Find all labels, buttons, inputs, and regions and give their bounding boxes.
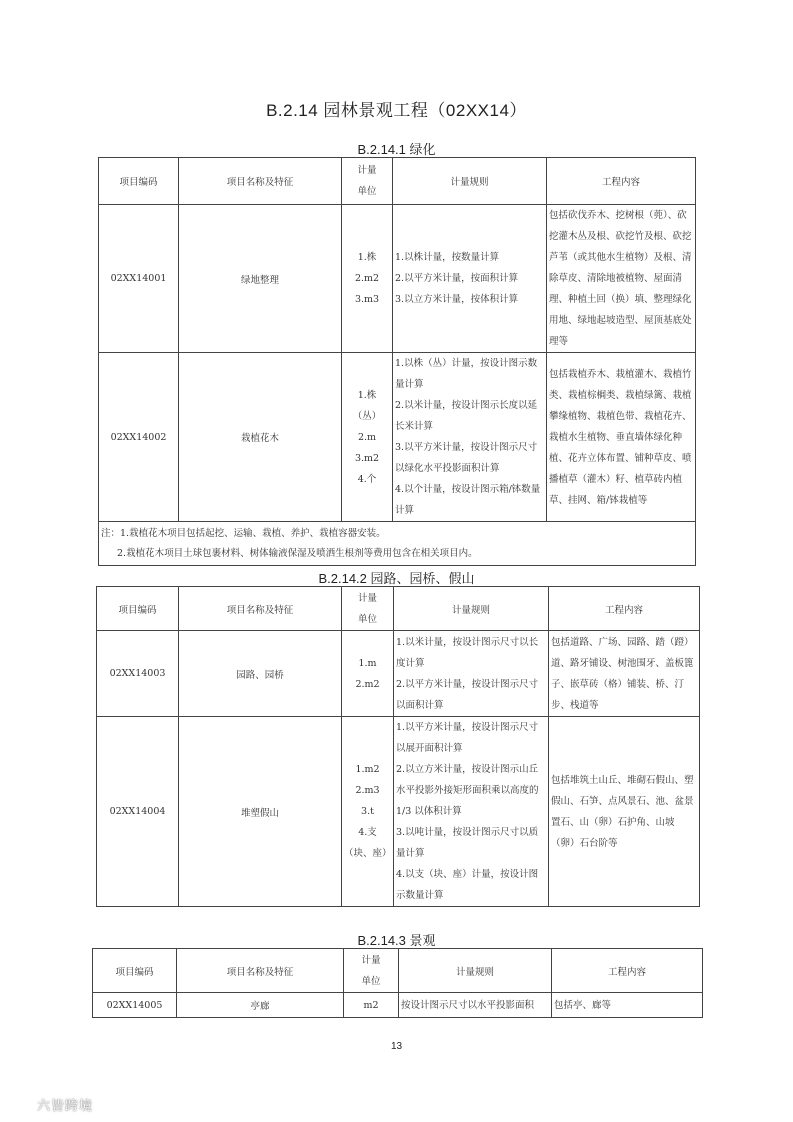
header-unit: 计量 单位 (342, 587, 394, 631)
greening-table (98, 157, 696, 566)
table-header-row (93, 949, 703, 993)
item-unit: 1.m 2.m2 (342, 631, 394, 717)
section-title-roads-bridges-rockery: B.2.14.2 园路、园桥、假山 (318, 571, 475, 586)
item-name: 栽植花木 (179, 353, 342, 522)
item-unit: 1.株 2.m2 3.m3 (342, 205, 393, 353)
header-unit: 计量 单位 (344, 949, 399, 993)
table-row (99, 205, 696, 353)
table-header-row (97, 587, 700, 631)
table-row (97, 631, 700, 717)
item-rule: 1.以平方米计量，按设计图示尺寸以展开面积计算 2.以立方米计量，按设计图示山丘水平投影外接矩形面积乘以高度的 1/3 以体积计算 3.以吨计量，按设计图示尺寸以质量计算 4.以支（块、座）计量，按设计图示数量计算 (394, 717, 549, 907)
notes-row (99, 522, 696, 566)
landscape-table (92, 948, 703, 1018)
note-2: 2.栽植花木项目土球包裹材料、树体输液保湿及喷洒生根剂等费用包含在相关项目内。 (117, 547, 478, 559)
watermark-text: 六皆跨境 (37, 1099, 94, 1114)
item-name: 园路、园桥 (179, 631, 342, 717)
item-unit: 1.株（丛） 2.m 3.m2 4.个 (342, 353, 393, 522)
section-title-landscape: B.2.14.3 景观 (357, 933, 436, 948)
item-code: 02XX14003 (97, 631, 179, 717)
note-1: 注：1.栽植花木项目包括起挖、运输、栽植、养护、栽植容器安装。 (101, 527, 386, 539)
header-unit: 计量 单位 (342, 158, 393, 205)
page-number: 13 (390, 1041, 403, 1052)
header-name: 项目名称及特征 (179, 158, 342, 205)
item-name: 亭廊 (177, 993, 344, 1018)
section-title-greening: B.2.14.1 绿化 (357, 142, 436, 157)
item-content: 包括砍伐乔木、挖树根（蔸）、砍挖灌木丛及根、砍挖竹及根、砍挖芦苇（或其他水生植物）及根、清除草皮、清除地被植物、屋面清理、种植土回（换）填、整理绿化用地、绿地起坡造型、屋顶基底处理等 (547, 205, 696, 353)
notes-cell (99, 522, 696, 566)
header-code: 项目编码 (99, 158, 179, 205)
item-name: 绿地整理 (179, 205, 342, 353)
header-rule: 计量规则 (394, 587, 549, 631)
item-content: 包括道路、广场、园路、踏（蹬）道、路牙铺设、树池围牙、盖板篦子、嵌草砖（格）铺装、桥、汀步、栈道等 (549, 631, 700, 717)
header-name: 项目名称及特征 (179, 587, 342, 631)
header-content: 工程内容 (547, 158, 696, 205)
item-content: 包括栽植乔木、栽植灌木、栽植竹类、栽植棕榈类、栽植绿篱、栽植攀缘植物、栽植色带、栽植花卉、栽植水生植物、垂直墙体绿化种植、花卉立体布置、铺种草皮、喷播植草（灌木）籽、植草砖内植草、挂网、箱/钵栽植等 (547, 353, 696, 522)
page-title: B.2.14 园林景观工程（02XX14） (266, 101, 527, 120)
item-unit: m2 (344, 993, 399, 1018)
header-name: 项目名称及特征 (177, 949, 344, 993)
item-rule: 1.以米计量，按设计图示尺寸以长度计算 2.以平方米计量，按设计图示尺寸以面积计算 (394, 631, 549, 717)
item-code: 02XX14005 (93, 993, 177, 1018)
item-content: 包括亭、廊等 (552, 993, 703, 1018)
item-rule: 1.以株（丛）计量，按设计图示数量计算 2.以米计量，按设计图示长度以延长米计算 3.以平方米计量，按设计图示尺寸以绿化水平投影面积计算 4.以个计量，按设计图示箱/钵数量计算 (393, 353, 547, 522)
table-row (99, 353, 696, 522)
watermark (8, 1095, 93, 1117)
item-rule: 1.以株计量，按数量计算 2.以平方米计量，按面积计算 3.以立方米计量，按体积计算 (393, 205, 547, 353)
item-code: 02XX14001 (99, 205, 179, 353)
item-rule: 按设计图示尺寸以水平投影面积 (399, 993, 552, 1018)
header-content: 工程内容 (552, 949, 703, 993)
item-content: 包括堆筑土山丘、堆砌石假山、塑假山、石笋、点风景石、池、盆景置石、山（卵）石护角、山坡（卵）石台阶等 (549, 717, 700, 907)
item-code: 02XX14004 (97, 717, 179, 907)
table-header-row (99, 158, 696, 205)
header-content: 工程内容 (549, 587, 700, 631)
table-row (97, 717, 700, 907)
header-rule: 计量规则 (399, 949, 552, 993)
item-name: 堆塑假山 (179, 717, 342, 907)
header-rule: 计量规则 (393, 158, 547, 205)
watermark-logo-icon (8, 1097, 34, 1117)
header-code: 项目编码 (97, 587, 179, 631)
header-code: 项目编码 (93, 949, 177, 993)
table-row (93, 993, 703, 1018)
item-unit: 1.m2 2.m3 3.t 4.支（块、座） (342, 717, 394, 907)
item-code: 02XX14002 (99, 353, 179, 522)
roads-table (96, 586, 700, 907)
